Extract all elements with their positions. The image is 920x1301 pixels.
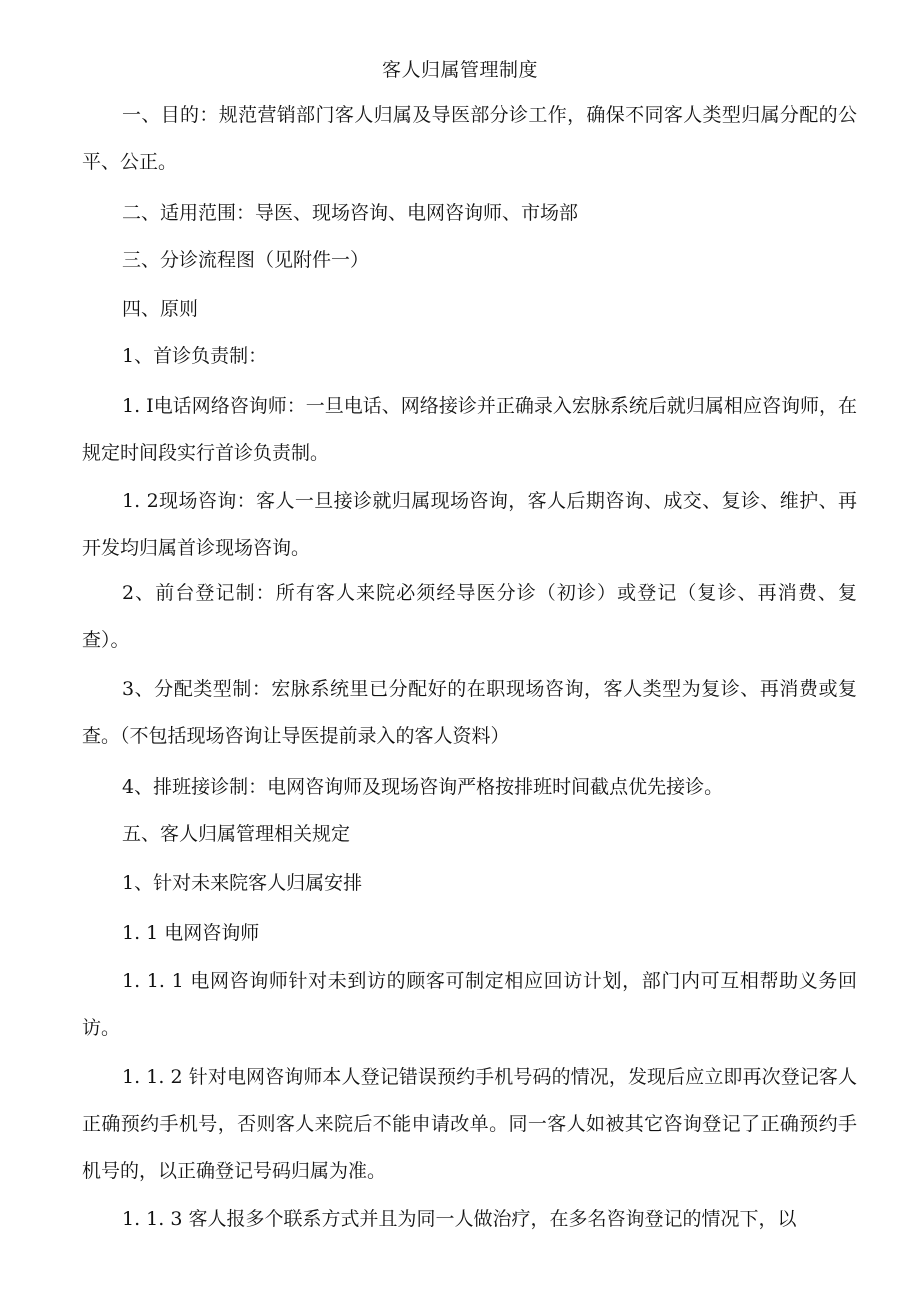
paragraph-first-visit-rule: 1、首诊负责制：: [122, 345, 268, 367]
paragraph-phone-consultant: 1. I电话网络咨询师：一旦电话、网络接诊并正确录入宏脉系统后就归属相应咨询师，在规定时间段实行首诊负责制。: [82, 395, 857, 464]
paragraph-rule-1-1-2: 1. 1. 2 针对电网咨询师本人登记错误预约手机号码的情况，发现后应立即再次登记客人正确预约手机号，否则客人来院后不能申请改单。同一客人如被其它咨询登记了正确预约手机号的，以正确登记号码归属为准。: [82, 1066, 857, 1182]
paragraph-shift-rule: 4、排班接诊制：电网咨询师及现场咨询严格按排班时间截点优先接诊。: [122, 776, 724, 798]
paragraph-rule-1-1-1: 1. 1. 1 电网咨询师针对未到访的顾客可制定相应回访计划，部门内可互相帮助义务回访。: [82, 970, 857, 1039]
paragraph-rule-1-1-3: 1. 1. 3 客人报多个联系方式并且为同一人做治疗，在多名咨询登记的情况下，以: [122, 1208, 797, 1230]
paragraph-online-consultant-heading: 1. 1 电网咨询师: [122, 922, 260, 944]
paragraph-unvisited-clients: 1、针对未来院客人归属安排: [122, 872, 363, 894]
paragraph-regulations-heading: 五、客人归属管理相关规定: [122, 823, 351, 845]
paragraph-scope: 二、适用范围：导医、现场咨询、电网咨询师、市场部: [122, 202, 579, 224]
paragraph-allocation-type-rule: 3、分配类型制：宏脉系统里已分配好的在职现场咨询，客人类型为复诊、再消费或复查。（不包括现场咨询让导医提前录入的客人资料）: [82, 678, 857, 747]
paragraph-flowchart: 三、分诊流程图（见附件一）: [122, 249, 370, 271]
paragraph-onsite-consultant: 1. 2现场咨询：客人一旦接诊就归属现场咨询，客人后期咨询、成交、复诊、维护、再开发均归属首诊现场咨询。: [82, 490, 857, 559]
paragraph-principles-heading: 四、原则: [122, 298, 199, 320]
paragraph-purpose: 一、目的：规范营销部门客人归属及导医部分诊工作，确保不同客人类型归属分配的公平、公正。: [82, 104, 857, 173]
document-title: 客人归属管理制度: [381, 59, 538, 81]
paragraph-front-desk-rule: 2、前台登记制：所有客人来院必须经导医分诊（初诊）或登记（复诊、再消费、复查）。: [82, 582, 857, 651]
